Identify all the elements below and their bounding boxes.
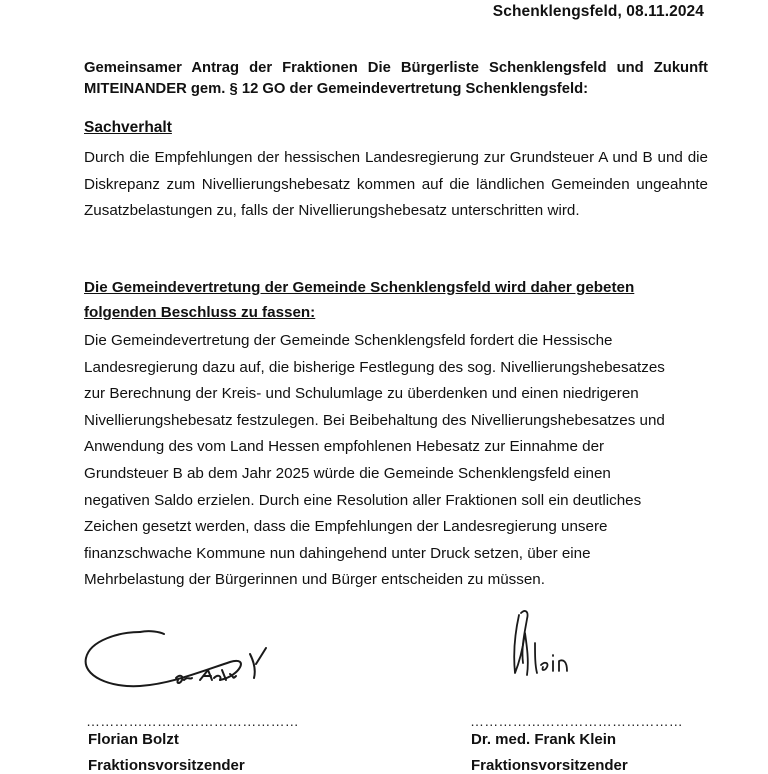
beschluss-line: zur Berechnung der Kreis- und Schulumlage zu überdenken und einen niedrigeren [84, 385, 639, 403]
signer-name-left: Florian Bolzt [88, 731, 179, 748]
date-line: Schenklengsfeld, 08.11.2024 [492, 3, 704, 20]
signature-left [80, 618, 290, 708]
signature-line-left: ……………………………………… [86, 713, 299, 729]
beschluss-line: Die Gemeindevertretung der Gemeinde Schenklengsfeld fordert die Hessische [84, 332, 613, 349]
intro-heading: Gemeinsamer Antrag der Fraktionen Die Bürgerliste Schenklengsfeld und Zukunft MITEINANDER gem. § 12 GO der Gemeindevertretung Schenklengsfeld: [84, 60, 708, 97]
sachverhalt-text: Durch die Empfehlungen der hessischen Landesregierung zur Grundsteuer A und B und die Diskrepanz zum Nivellierungshebesatz kommen auf die ländlichen Gemeinden ungeahnte Zusatzbelastungen zu, falls der Nivellierungshebesatz unterschritten wird. [84, 149, 708, 219]
signature-right [505, 603, 585, 683]
beschluss-line: Mehrbelastung der Bürgerinnen und Bürger entscheiden zu müssen. [84, 571, 545, 589]
beschluss-line: Zeichen gesetzt werden, dass die Empfehlungen der Landesregierung unsere [84, 518, 608, 536]
beschluss-line: finanzschwache Kommune nun dahingehend unter Druck setzen, über eine [84, 544, 591, 562]
signer-role-left: Fraktionsvorsitzender [88, 757, 245, 774]
beschluss-body [84, 328, 724, 594]
signer-name-right: Dr. med. Frank Klein [471, 731, 617, 748]
beschluss-line: Anwendung des vom Land Hessen empfohlenen Hebesatz zur Einnahme der [84, 438, 605, 456]
beschluss-line: Grundsteuer B ab dem Jahr 2025 würde die Gemeinde Schenklengsfeld einen [84, 464, 611, 482]
beschluss-title: Die Gemeindevertretung der Gemeinde Schenklengsfeld wird daher gebeten folgenden Beschluss zu fassen: [84, 279, 635, 321]
sachverhalt-title: Sachverhalt [84, 119, 172, 136]
signer-role-right: Fraktionsvorsitzender [471, 757, 628, 774]
beschluss-line: negativen Saldo erzielen. Durch eine Resolution aller Fraktionen soll ein deutliches [84, 491, 642, 509]
signature-line-right: ……………………………………… [470, 713, 683, 729]
beschluss-line: Nivellierungshebesatz festzulegen. Bei Beibehaltung des Nivellierungshebesatzes und [84, 411, 665, 429]
beschluss-line: Landesregierung dazu auf, die bisherige Festlegung des sog. Nivellierungshebesatzes [84, 358, 665, 376]
